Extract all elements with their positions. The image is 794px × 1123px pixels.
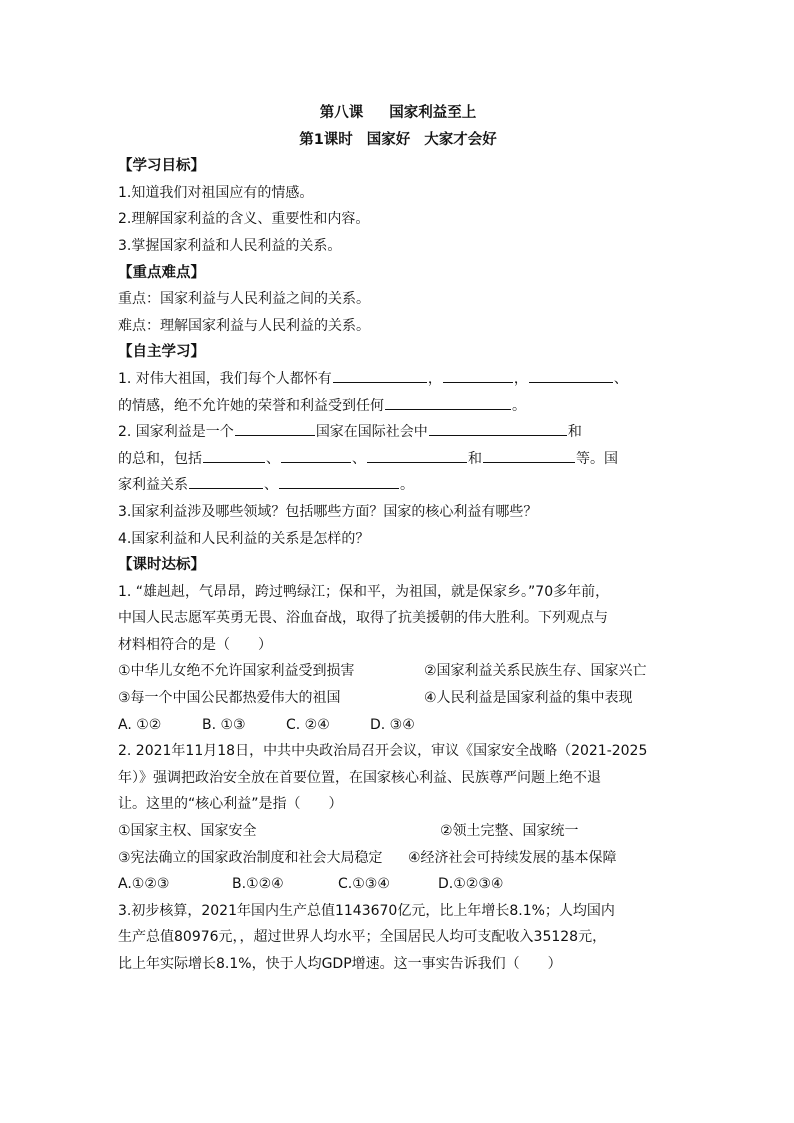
section-practice: 【课时达标】: [118, 557, 205, 574]
q1-text-e: 的情感，绝不允许她的荣誉和利益受到任何: [118, 397, 384, 414]
q1-choice-d[interactable]: D. ③④: [370, 716, 415, 733]
fill-blank[interactable]: [189, 474, 263, 489]
period-title: [118, 127, 678, 154]
worksheet-content: [118, 100, 678, 978]
q2-text-h: 等。国: [576, 450, 618, 467]
lesson-title: [118, 100, 678, 127]
q1-option-3: ③每一个中国公民都热爱伟大的祖国: [118, 690, 341, 707]
selfstudy-q1-line2: [118, 393, 678, 420]
q2-choice-d[interactable]: D.①②③④: [438, 876, 504, 893]
q2-text-e: 、: [266, 450, 280, 467]
practice-q1-options-row1: [118, 658, 678, 685]
q1-text-f: 。: [512, 397, 526, 414]
selfstudy-q4: 4.国家利益和人民利益的关系是怎样的？: [118, 530, 370, 547]
key-point: 重点：国家利益与人民利益之间的关系。: [118, 291, 370, 308]
section-objectives: 【学习目标】: [118, 158, 205, 175]
section-keypoints: 【重点难点】: [118, 264, 205, 281]
practice-q2-choices: [118, 871, 678, 898]
q2-choice-c[interactable]: C.①③④: [338, 876, 390, 893]
q1-text-c: ，: [513, 370, 528, 387]
q1-option-1: ①中华儿女绝不允许国家利益受到损害: [118, 663, 355, 680]
q2-text-d: 的总和，包括: [118, 450, 202, 467]
practice-q2-options-row2: [118, 845, 678, 872]
q2-text-i: 家利益关系: [118, 477, 188, 494]
fill-blank[interactable]: [443, 368, 513, 383]
q1-text-b: ，: [427, 370, 442, 387]
fill-blank[interactable]: [529, 368, 613, 383]
q1-choice-a[interactable]: A. ①②: [118, 716, 162, 733]
q1-text-a: 1. 对伟大祖国，我们每个人都怀有: [118, 370, 332, 387]
q2-choice-a[interactable]: A.①②③: [118, 876, 170, 893]
q2-text-b: 国家在国际社会中: [315, 424, 428, 441]
fill-blank[interactable]: [483, 448, 575, 463]
practice-q1-choices: [118, 712, 678, 739]
practice-q1-stem-1: 1. “雄赳赳，气昂昂，跨过鸭绿江；保和平，为祖国，就是保家乡。”70多年前，: [118, 583, 610, 600]
practice-q3-stem-1: 3.初步核算，2021年国内生产总值1143670亿元，比上年增长8.1%；人均国内: [118, 902, 615, 919]
objective-1: 1.知道我们对祖国应有的情感。: [118, 184, 314, 201]
selfstudy-q1-line1: [118, 366, 678, 393]
q2-choice-b[interactable]: B.①②④: [232, 876, 284, 893]
q2-option-2: ②领土完整、国家统一: [440, 823, 579, 840]
fill-blank[interactable]: [203, 448, 265, 463]
q2-text-j: 、: [264, 477, 278, 494]
objective-2: 2.理解国家利益的含义、重要性和内容。: [118, 211, 370, 228]
selfstudy-q2-line2: [118, 446, 678, 473]
difficult-point: 难点：理解国家利益与人民利益的关系。: [118, 317, 370, 334]
practice-q2-stem-2: 年）》强调把政治安全放在首要位置，在国家核心利益、民族尊严问题上绝不退: [118, 769, 601, 786]
practice-q1-stem-2: 中国人民志愿军英勇无畏、浴血奋战，取得了抗美援朝的伟大胜利。下列观点与: [118, 610, 608, 627]
q1-choice-b[interactable]: B. ①③: [202, 716, 246, 733]
selfstudy-q2-line3: [118, 472, 678, 499]
fill-blank[interactable]: [235, 421, 315, 436]
lesson-name: 国家利益至上: [389, 105, 477, 121]
q2-text-f: 、: [352, 450, 366, 467]
q2-text-a: 2. 国家利益是一个: [118, 424, 234, 441]
selfstudy-q2-line1: [118, 419, 678, 446]
q1-option-4: ④人民利益是国家利益的集中表现: [424, 690, 633, 707]
q2-text-k: 。: [400, 477, 414, 494]
fill-blank[interactable]: [279, 474, 399, 489]
q2-option-3: ③宪法确立的国家政治制度和社会大局稳定: [118, 849, 383, 866]
lesson-number: 第八课: [319, 105, 364, 121]
q2-text-g: 和: [468, 450, 482, 467]
practice-q3-stem-3: 比上年实际增长8.1%，快于人均GDP增速。这一事实告诉我们（ ）: [118, 956, 562, 972]
practice-q2-stem-1: 2. 2021年11月18日，中共中央政治局召开会议，审议《国家安全战略（2021-2025: [118, 743, 648, 760]
q2-option-1: ①国家主权、国家安全: [118, 823, 257, 840]
q1-text-d: 、: [613, 370, 628, 387]
period-number: 第1课时: [299, 131, 353, 148]
selfstudy-q3: 3.国家利益涉及哪些领域？包括哪些方面？国家的核心利益有哪些？: [118, 503, 538, 520]
fill-blank[interactable]: [333, 368, 427, 383]
fill-blank[interactable]: [429, 421, 567, 436]
practice-q1-stem-3: 材料相符合的是（ ）: [118, 636, 272, 653]
practice-q1-options-row2: [118, 685, 678, 712]
q1-option-2: ②国家利益关系民族生存、国家兴亡: [424, 663, 647, 680]
section-selfstudy: 【自主学习】: [118, 344, 205, 361]
q2-text-c: 和: [567, 424, 582, 441]
practice-q2-options-row1: [118, 818, 678, 845]
fill-blank[interactable]: [367, 448, 467, 463]
period-name-2: 大家才会好: [424, 131, 497, 148]
q2-option-4: ④经济社会可持续发展的基本保障: [408, 849, 617, 866]
q1-choice-c[interactable]: C. ②④: [286, 716, 330, 733]
fill-blank[interactable]: [385, 395, 511, 410]
period-name-1: 国家好: [366, 131, 411, 148]
practice-q3-stem-2: 生产总值80976元，，超过世界人均水平；全国居民人均可支配收入35128元，: [118, 929, 607, 946]
objective-3: 3.掌握国家利益和人民利益的关系。: [118, 237, 342, 254]
fill-blank[interactable]: [281, 448, 351, 463]
practice-q2-stem-3: 让。这里的“核心利益”是指（ ）: [118, 796, 343, 813]
